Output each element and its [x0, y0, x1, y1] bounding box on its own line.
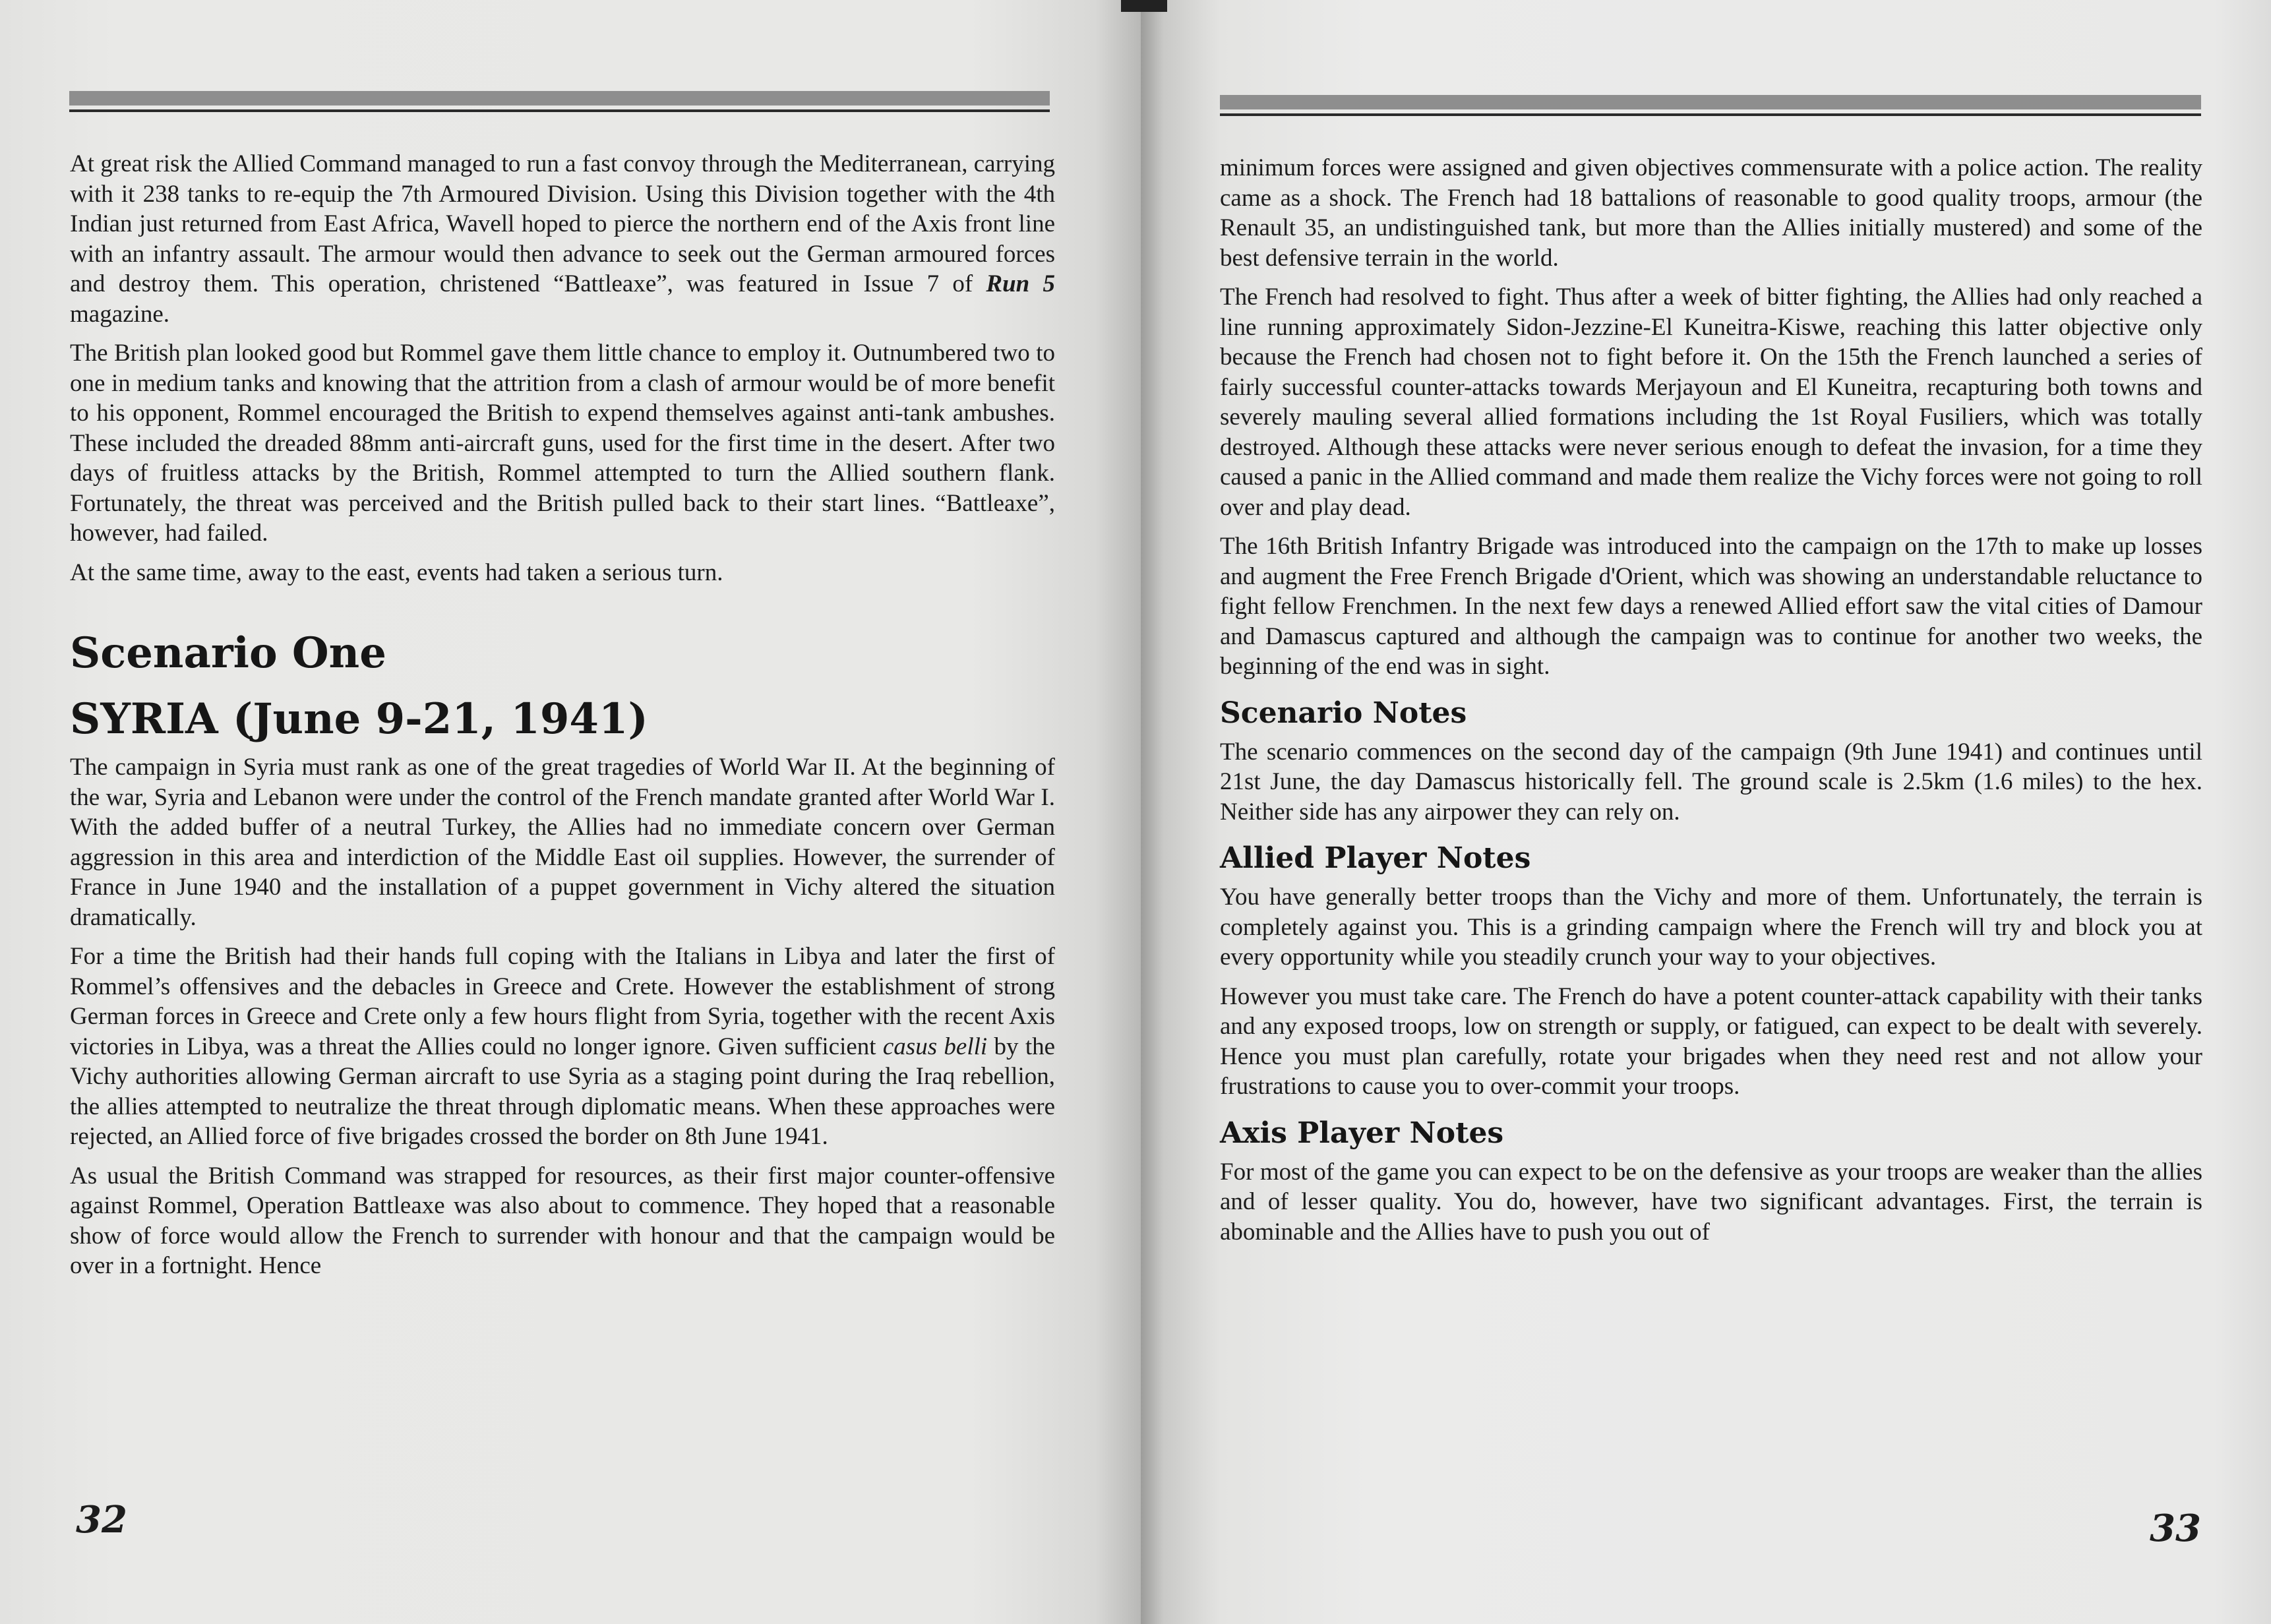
- page-number: 33: [2150, 1507, 2201, 1550]
- page-number: 32: [76, 1498, 127, 1542]
- paragraph: For most of the game you can expect to be on the defensive as your troops are weaker than the allies and of lesser quality. You do, however, have two significant advantages. First, the terrain is abominable and the Allies have to push you out of: [1220, 1158, 2202, 1246]
- text: by the Vichy authorities allowing German aircraft to use Syria as a staging point during the Iraq rebellion, the allies attempted to neutralize the threat through diplomatic means. When these approaches were rejected, an Allied force of five brigades crossed the border on 8th June 1941.: [70, 1033, 1056, 1150]
- paragraph: The scenario commences on the second day of the campaign (9th June 1941) and continues until 21st June, the day Damascus historically fell. The ground scale is 2.5km (1.6 miles) to the hex. Neither side has any airpower they can rely on.: [1220, 738, 2202, 826]
- right-text-column: [1220, 153, 2202, 1256]
- paragraph: You have generally better troops than the Vichy and more of them. Unfortunately, the terrain is completely against you. This is a grinding campaign where the French will try and block you at every opportunity while you steadily crunch your way to your objectives.: [1220, 884, 2202, 971]
- header-rule-line: [1220, 113, 2201, 116]
- header-rule-bar: [1220, 95, 2201, 109]
- left-text-column: [70, 149, 1055, 1290]
- paragraph: However you must take care. The French do have a potent counter-attack capability with their tanks and any exposed troops, low on strength or supply, or fatigued, can expect to be dealt with severely. Hence you must plan carefully, rotate your brigades when they need rest and not allow your frustrations to cause you to over-commit your troops.: [1220, 982, 2202, 1100]
- section-heading: Scenario Notes: [1220, 696, 1467, 730]
- text: For a time the British had their hands full coping with the Italians in Libya and later the first of Rommel’s offensives and the debacles in Greece and Crete. However the establishment of strong German forces in Greece and Crete only a few hours flight from Syria, together with the recent Axis victories in Libya, was a threat the Allies could no longer ignore. Given sufficient: [70, 943, 1055, 1060]
- paragraph: The campaign in Syria must rank as one of the great tragedies of World War II. At the beginning of the war, Syria and Lebanon were under the control of the French mandate granted after World War I. With the added buffer of a neutral Turkey, the Allies had no immediate concern over German aggression in this area and interdiction of the Middle East oil supplies. However, the surrender of France in June 1940 and the installation of a puppet government in Vichy altered the situation dramatically.: [70, 754, 1055, 931]
- scenario-heading: Scenario One: [70, 628, 386, 678]
- section-heading: Axis Player Notes: [1220, 1116, 1504, 1150]
- paragraph: At the same time, away to the east, events had taken a serious turn.: [70, 558, 723, 586]
- paragraph: [70, 942, 1055, 1152]
- binding-shadow: [1121, 0, 1167, 12]
- scenario-title: SYRIA (June 9-21, 1941): [70, 694, 648, 744]
- text: At great risk the Allied Command managed to run a fast convoy through the Mediterranean, carrying with it 238 tanks to re-equip the 7th Armoured Division. Using this Division together with the 4th Indian just returned from East Africa, Wavell hoped to pierce the northern end of the Axis front line with an infantry assault. The armour would then advance to seek out the German armoured forces and destroy them. This operation, christened “Battleaxe”, was featured in Issue 7 of: [70, 150, 1055, 297]
- header-rule-line: [69, 109, 1050, 112]
- paragraph: As usual the British Command was strapped for resources, as their first major counter-offensive against Rommel, Operation Battleaxe was also about to commence. They hoped that a reasonable show of force would allow the French to surrender with honour and that the campaign would be over in a fortnight. Hence: [70, 1162, 1055, 1279]
- paragraph: [70, 149, 1055, 329]
- header-rule-bar: [69, 91, 1050, 105]
- text: magazine.: [70, 300, 169, 328]
- magazine-title: Run 5: [986, 270, 1055, 297]
- paragraph: The British plan looked good but Rommel gave them little chance to employ it. Outnumbered two to one in medium tanks and knowing that the attrition from a clash of armour would be of more benefit to his opponent, Rommel encouraged the British to expend themselves against anti-tank ambushes. These included the dreaded 88mm anti-aircraft guns, used for the first time in the desert. After two days of fruitless attacks by the British, Rommel attempted to turn the Allied southern flank. Fortunately, the threat was perceived and the British pulled back to their start lines. “Battleaxe”, however, had failed.: [70, 340, 1055, 547]
- paragraph: minimum forces were assigned and given objectives commensurate with a police action. The reality came as a shock. The French had 18 battalions of reasonable to good quality troops, armour (the Renault 35, an undistinguished tank, but more than the Allies initially mustered) and some of the best defensive terrain in the world.: [1220, 154, 2202, 272]
- paragraph: The 16th British Infantry Brigade was introduced into the campaign on the 17th to make up losses and augment the Free French Brigade d'Orient, which was showing an understandable reluctance to fight fellow Frenchmen. In the next few days a renewed Allied effort saw the vital cities of Damour and Damascus captured and although the campaign was to continue for another two weeks, the beginning of the end was in sight.: [1220, 533, 2202, 680]
- right-page: [1141, 0, 2271, 1624]
- italic-term: casus belli: [882, 1033, 988, 1060]
- paragraph: The French had resolved to fight. Thus after a week of bitter fighting, the Allies had only reached a line running approximately Sidon-Jezzine-El Kuneitra-Kiswe, reaching this latter objective only because the French had chosen not to fight before it. On the 15th the French launched a series of fairly successful counter-attacks towards Merjayoun and El Kuneitra, recapturing both towns and severely mauling several allied formations including the 1st Royal Fusiliers, which was totally destroyed. Although these attacks were never serious enough to defeat the invasion, for a time they caused a panic in the Allied command and made them realize the Vichy forces were not going to roll over and play dead.: [1220, 284, 2202, 521]
- section-heading: Allied Player Notes: [1220, 841, 1531, 875]
